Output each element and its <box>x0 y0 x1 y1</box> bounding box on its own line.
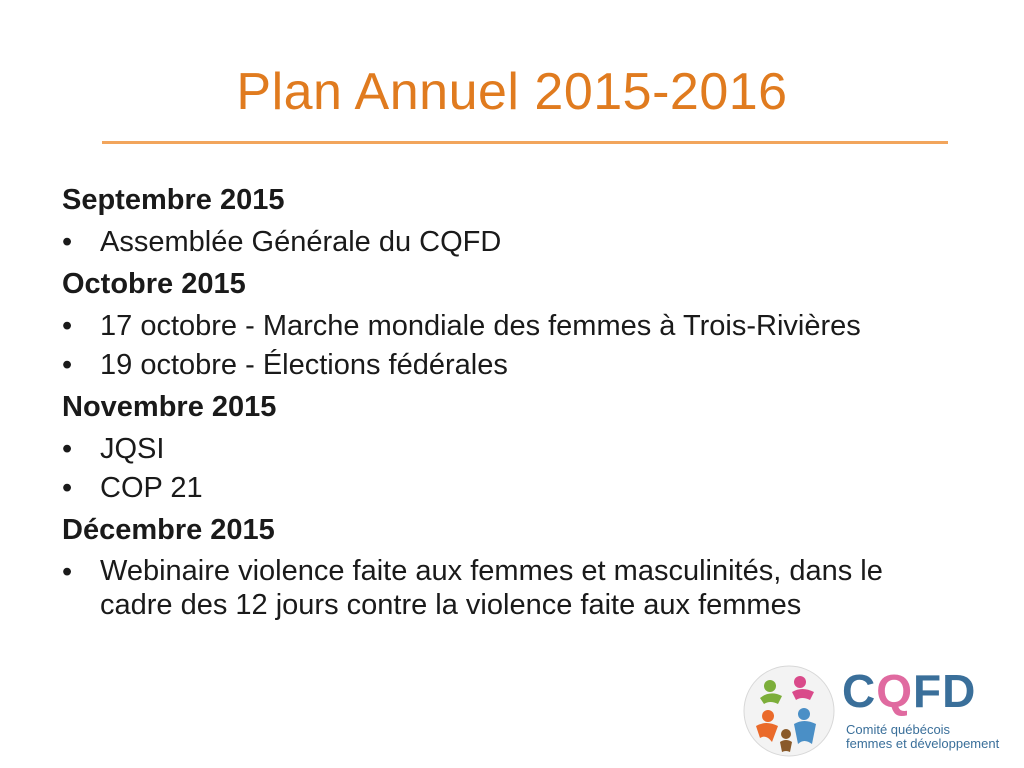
logo-subtitle-line1: Comité québécois <box>846 722 951 737</box>
month-heading-octobre: Octobre 2015 <box>62 268 246 300</box>
list-item <box>62 308 962 344</box>
title-underline <box>102 141 948 144</box>
cqfd-logo <box>742 664 1020 758</box>
month-heading-novembre: Novembre 2015 <box>62 391 277 423</box>
slide-content <box>62 179 962 625</box>
slide-title: Plan Annuel 2015-2016 <box>236 63 788 121</box>
logo-letters-fd: FD <box>913 665 977 717</box>
list-item-text: 17 octobre - Marche mondiale des femmes à Trois-Rivières <box>100 310 861 342</box>
logo-subtitle-line2: femmes et développement <box>846 736 1000 751</box>
list-item-text: Webinaire violence faite aux femmes et masculinités, dans le cadre des 12 jours contre la violence faite aux femmes <box>100 555 883 621</box>
list-item-text: JQSI <box>100 433 165 465</box>
logo-wordmark <box>842 664 976 718</box>
bullet-icon: • <box>62 310 73 342</box>
list-item <box>62 554 962 622</box>
list-item <box>62 224 962 260</box>
bullet-icon: • <box>62 226 73 258</box>
month-heading-decembre: Décembre 2015 <box>62 514 275 546</box>
logo-letter-q: Q <box>876 665 914 717</box>
bullet-icon: • <box>62 472 73 504</box>
bullet-icon: • <box>62 433 73 465</box>
list-item <box>62 347 962 383</box>
bullet-icon: • <box>62 349 73 381</box>
logo-figures-icon <box>742 664 836 758</box>
list-item-text: 19 octobre - Élections fédérales <box>100 349 508 381</box>
list-item <box>62 431 962 467</box>
logo-letter-c: C <box>842 665 877 717</box>
list-item <box>62 470 962 506</box>
list-item-text: COP 21 <box>100 472 203 504</box>
list-item-text: Assemblée Générale du CQFD <box>100 226 502 258</box>
bullet-icon: • <box>62 556 73 588</box>
logo-subtitle <box>846 723 999 751</box>
month-heading-septembre: Septembre 2015 <box>62 184 285 216</box>
